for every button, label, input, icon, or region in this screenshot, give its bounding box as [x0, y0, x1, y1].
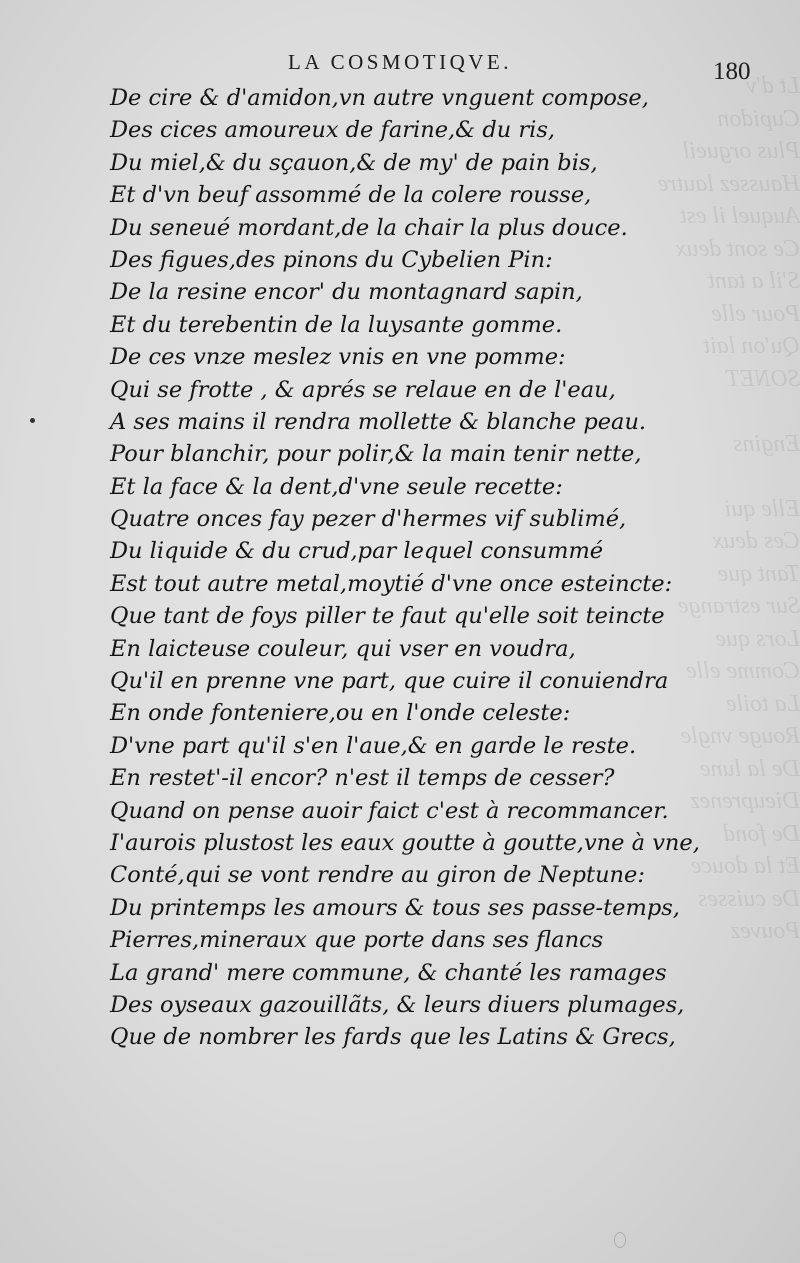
ink-smudge [614, 1232, 626, 1248]
verse-line: Pour blanchir, pour polir,& la main tenir nette, [110, 441, 642, 468]
margin-mark [30, 418, 35, 423]
verse-line: I'aurois plustost les eaux goutte à goutte,vne à vne, [110, 829, 700, 856]
verse-line: En laicteuse couleur, qui vser en voudra, [110, 635, 576, 662]
verse-line: Du liquide & du crud,par lequel consummé [110, 538, 604, 565]
verse-line: Des oyseaux gazouillãts, & leurs diuers plumages, [110, 991, 685, 1018]
verse-line: Des cices amoureux de farine,& du ris, [110, 117, 556, 144]
running-title: LA COSMOTIQVE. [288, 50, 513, 74]
page-number: 180 [713, 58, 751, 85]
bleed-through-text: Lt d'v Cupidon Plus orgueil Haussez lautre Auquel il est Ce sont deux S'il a tant Pour elle Qu'on lait SONET Engins Elle qui Ces deux Tant que Sur estrange Lors que Comme elle La toile Rouge vngle De la lune Dieuprenez De fond Et la douce De cuisses Pouvez [657, 73, 800, 944]
verse-line: Quatre onces fay pezer d'hermes vif sublimé, [110, 506, 627, 533]
verse-line: Conté,qui se vont rendre au giron de Neptune: [110, 862, 645, 889]
verse-line: Du miel,& du sçauon,& de my' de pain bis, [110, 149, 598, 176]
verse-line: Que tant de foys piller te faut qu'elle soit teincte [110, 603, 665, 630]
verse-line: A ses mains il rendra mollette & blanche peau. [110, 408, 647, 435]
verse-line: Est tout autre metal,moytié d'vne once esteincte: [110, 570, 673, 597]
verse-line: En onde fonteniere,ou en l'onde celeste: [110, 700, 571, 727]
verse-line: Des figues,des pinons du Cybelien Pin: [110, 246, 553, 273]
verse-line: Que de nombrer les fards que les Latins & Grecs, [110, 1024, 676, 1051]
verse-line: Et la face & la dent,d'vne seule recette: [110, 473, 563, 500]
verse-line: De cire & d'amidon,vn autre vnguent compose, [110, 85, 649, 111]
verse-line: Et d'vn beuf assommé de la colere rousse, [110, 182, 592, 209]
verse-line: Du printemps les amours & tous ses passe-temps, [110, 894, 680, 921]
verse-line: De ces vnze meslez vnis en vne pomme: [110, 344, 566, 371]
verse-line: Qu'il en prenne vne part, que cuire il conuiendra [110, 668, 669, 695]
verse-line: En restet'-il encor? n'est il temps de cesser? [110, 765, 615, 792]
verse-line: Et du terebentin de la luysante gomme. [110, 311, 563, 338]
verse-line: D'vne part qu'il s'en l'aue,& en garde le reste. [110, 732, 637, 759]
verse-line: Qui se frotte , & aprés se relaue en de l'eau, [110, 376, 616, 403]
verse-line: De la resine encor' du montagnard sapin, [110, 279, 583, 306]
verse-line: Quand on pense auoir faict c'est à recommancer. [110, 797, 669, 824]
verse-line: La grand' mere commune, & chanté les ramages [110, 959, 667, 986]
verse-line: Pierres,mineraux que porte dans ses flancs [110, 927, 604, 954]
poem-text [110, 82, 700, 1054]
verse-line: Du seneué mordant,de la chair la plus douce. [110, 214, 628, 241]
